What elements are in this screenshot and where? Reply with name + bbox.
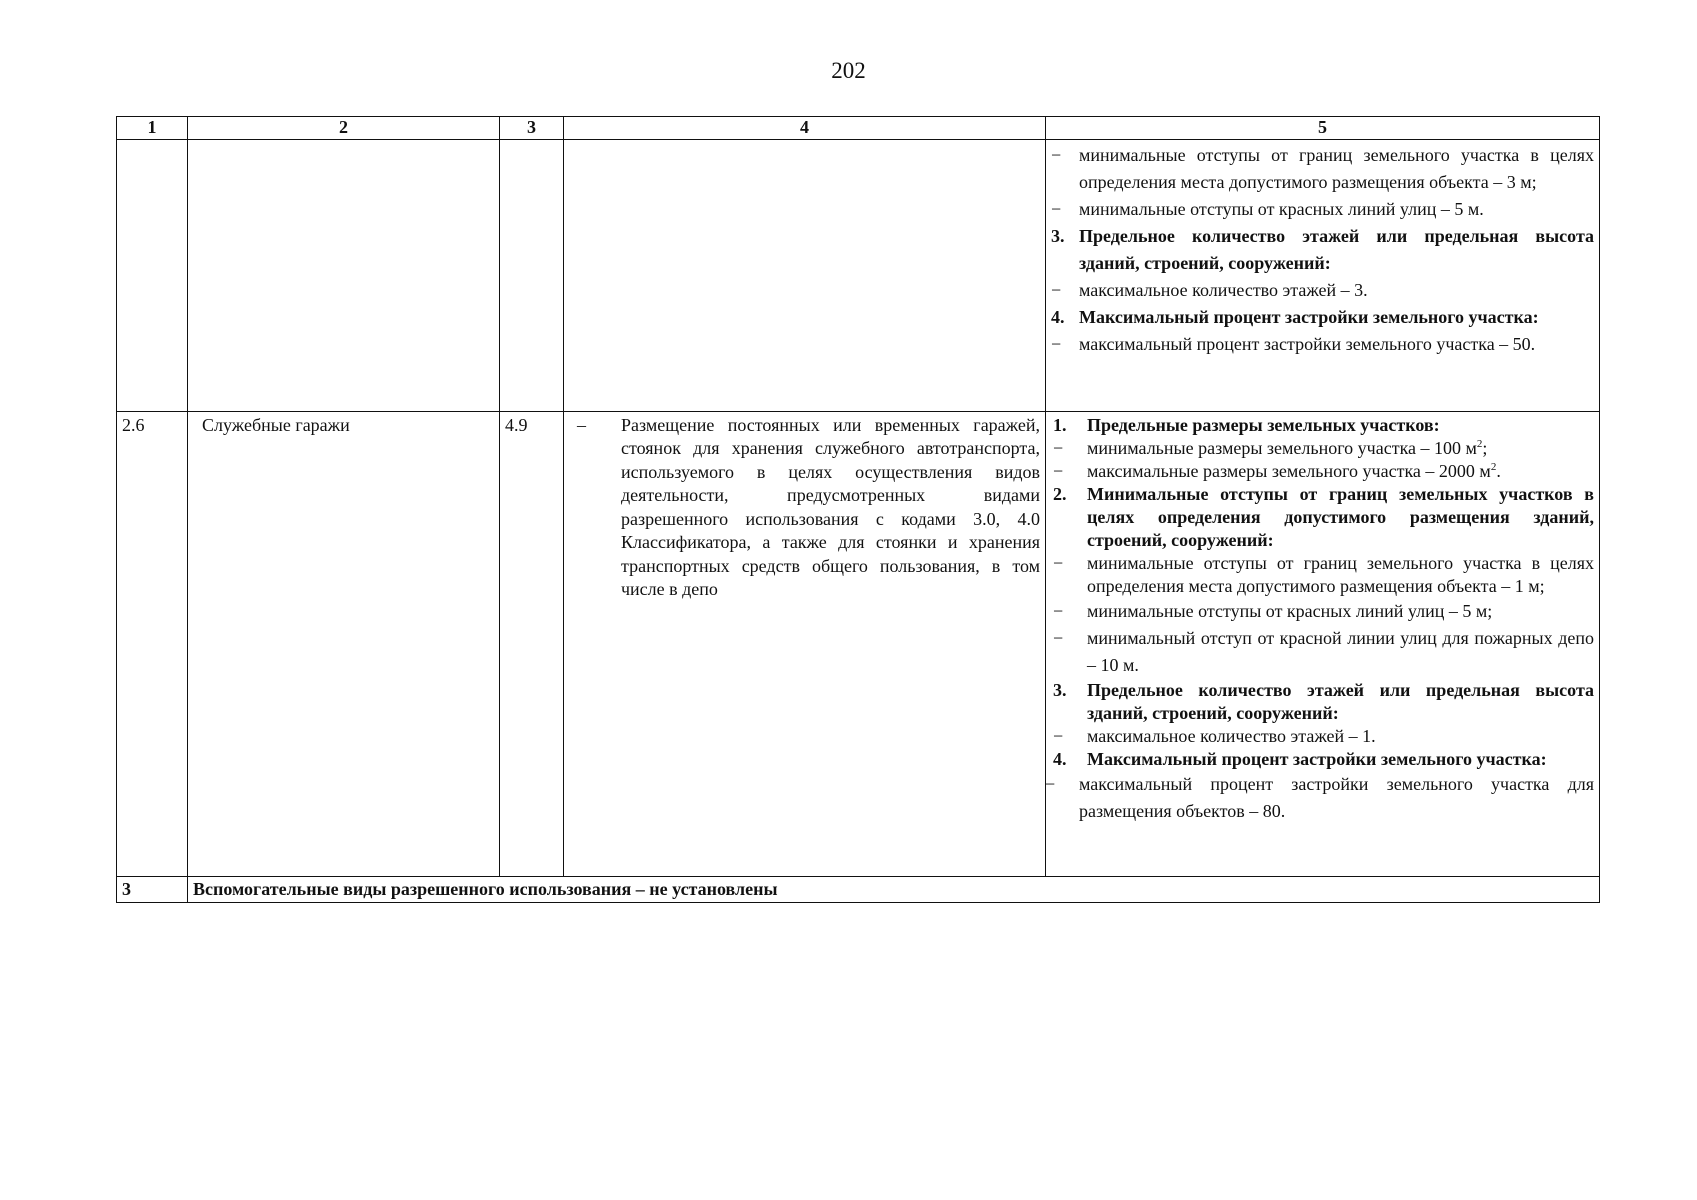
land-use-table bbox=[116, 116, 1600, 903]
bullet-dash: − bbox=[1051, 144, 1062, 165]
section-number: 2. bbox=[1053, 483, 1067, 504]
bullet-dash: − bbox=[1053, 552, 1064, 573]
list-item-text: минимальные отступы от красных линий улиц – 5 м. bbox=[1079, 198, 1484, 219]
cell-parameters-continued bbox=[1046, 139, 1600, 411]
list-item bbox=[1051, 725, 1594, 748]
list-item-text: максимальное количество этажей – 3. bbox=[1079, 279, 1368, 300]
list-item-text: минимальные отступы от красных линий улиц – 5 м; bbox=[1087, 600, 1493, 621]
table-row-auxiliary-uses bbox=[117, 876, 1600, 902]
page-number: 202 bbox=[831, 58, 866, 83]
list-item-text: максимальное количество этажей – 1. bbox=[1087, 725, 1376, 746]
list-item bbox=[1043, 771, 1594, 825]
bullet-dash: – bbox=[577, 414, 586, 435]
cell-use-name: Служебные гаражи bbox=[188, 411, 500, 876]
bullet-dash: − bbox=[1051, 279, 1062, 300]
list-item bbox=[1051, 460, 1594, 483]
bullet-dash: − bbox=[1053, 627, 1064, 648]
list-item-text-main: максимальные размеры земельного участка – 2000 м bbox=[1087, 460, 1491, 481]
superscript: 2 bbox=[1490, 460, 1497, 473]
header-col-5: 5 bbox=[1046, 117, 1600, 140]
superscript: 2 bbox=[1476, 437, 1483, 450]
cell-description bbox=[564, 411, 1046, 876]
bullet-dash: − bbox=[1053, 600, 1064, 621]
list-item-text: максимальный процент застройки земельного участка – 50. bbox=[1079, 333, 1536, 354]
section-number: 1. bbox=[1053, 414, 1067, 435]
section-heading-text: Максимальный процент застройки земельного участка: bbox=[1079, 306, 1539, 327]
cell-row-number: 3 bbox=[117, 876, 188, 902]
section-heading-text: Максимальный процент застройки земельного участка: bbox=[1087, 748, 1547, 769]
list-item-text-main: минимальные размеры земельного участка – 100 м bbox=[1087, 437, 1477, 458]
cell-empty-name bbox=[188, 139, 500, 411]
cell-auxiliary-uses: Вспомогательные виды разрешенного использования – не установлены bbox=[188, 876, 1600, 902]
list-item-text: минимальные отступы от границ земельного участка в целях определения места допустимого размещения объекта – 1 м; bbox=[1087, 552, 1594, 596]
section-number: 4. bbox=[1051, 306, 1065, 327]
cell-empty-num bbox=[117, 139, 188, 411]
table-row-service-garages bbox=[117, 411, 1600, 876]
section-number: 4. bbox=[1053, 748, 1067, 769]
header-col-2: 2 bbox=[188, 117, 500, 140]
header-col-3: 3 bbox=[500, 117, 564, 140]
header-col-1: 1 bbox=[117, 117, 188, 140]
section-heading-text: Предельные размеры земельных участков: bbox=[1087, 414, 1440, 435]
section-heading bbox=[1051, 483, 1594, 552]
section-heading-text: Предельное количество этажей или предельная высота зданий, строений, сооружений: bbox=[1079, 225, 1594, 273]
list-item bbox=[1051, 142, 1594, 196]
table-row-continued bbox=[117, 139, 1600, 411]
list-item bbox=[1051, 196, 1594, 223]
list-item-text bbox=[1087, 437, 1594, 460]
list-item-text-tail: . bbox=[1496, 460, 1501, 481]
list-item bbox=[1051, 552, 1594, 598]
section-heading bbox=[1051, 414, 1594, 437]
list-item-text: максимальный процент застройки земельного участка для размещения объектов – 80. bbox=[1079, 773, 1594, 821]
cell-empty-description bbox=[564, 139, 1046, 411]
section-number: 3. bbox=[1053, 679, 1067, 700]
list-item-text-tail: ; bbox=[1482, 437, 1488, 458]
section-heading-text: Предельное количество этажей или предельная высота зданий, строений, сооружений: bbox=[1087, 679, 1594, 723]
header-col-4: 4 bbox=[564, 117, 1046, 140]
cell-row-number: 2.6 bbox=[117, 411, 188, 876]
section-heading bbox=[1051, 223, 1594, 277]
description-text: Размещение постоянных или временных гаражей, стоянок для хранения служебного автотранспорта, используемого в целях осуществления видов деятельности, предусмотренных видами разрешенного использования с кодами 3.0, 4.0 Классификатора, а также для стоянки и хранения транспортных средств общего пользования, в том числе в депо bbox=[621, 414, 1040, 600]
description-item bbox=[569, 414, 1040, 602]
list-item bbox=[1051, 437, 1594, 460]
section-heading-text: Минимальные отступы от границ земельных участков в целях определения допустимого размещения зданий, строений, сооружений: bbox=[1087, 483, 1594, 550]
table-header-row bbox=[117, 117, 1600, 140]
bullet-dash: − bbox=[1051, 333, 1062, 354]
bullet-dash: − bbox=[1053, 437, 1064, 458]
list-item-text: минимальный отступ от красной линии улиц для пожарных депо – 10 м. bbox=[1087, 627, 1594, 675]
cell-use-code: 4.9 bbox=[500, 411, 564, 876]
list-item bbox=[1051, 598, 1594, 625]
list-item-text bbox=[1087, 460, 1594, 483]
list-item-text: минимальные отступы от границ земельного участка в целях определения места допустимого размещения объекта – 3 м; bbox=[1079, 144, 1594, 192]
list-item bbox=[1051, 277, 1594, 304]
cell-empty-code bbox=[500, 139, 564, 411]
bullet-dash: − bbox=[1053, 725, 1064, 746]
bullet-dash: − bbox=[1053, 460, 1064, 481]
bullet-dash: − bbox=[1045, 773, 1056, 794]
section-heading bbox=[1051, 304, 1594, 331]
section-heading bbox=[1051, 748, 1594, 771]
section-number: 3. bbox=[1051, 225, 1065, 246]
list-item bbox=[1051, 625, 1594, 679]
bullet-dash: − bbox=[1051, 198, 1062, 219]
list-item bbox=[1051, 331, 1594, 358]
cell-parameters bbox=[1046, 411, 1600, 876]
section-heading bbox=[1051, 679, 1594, 725]
